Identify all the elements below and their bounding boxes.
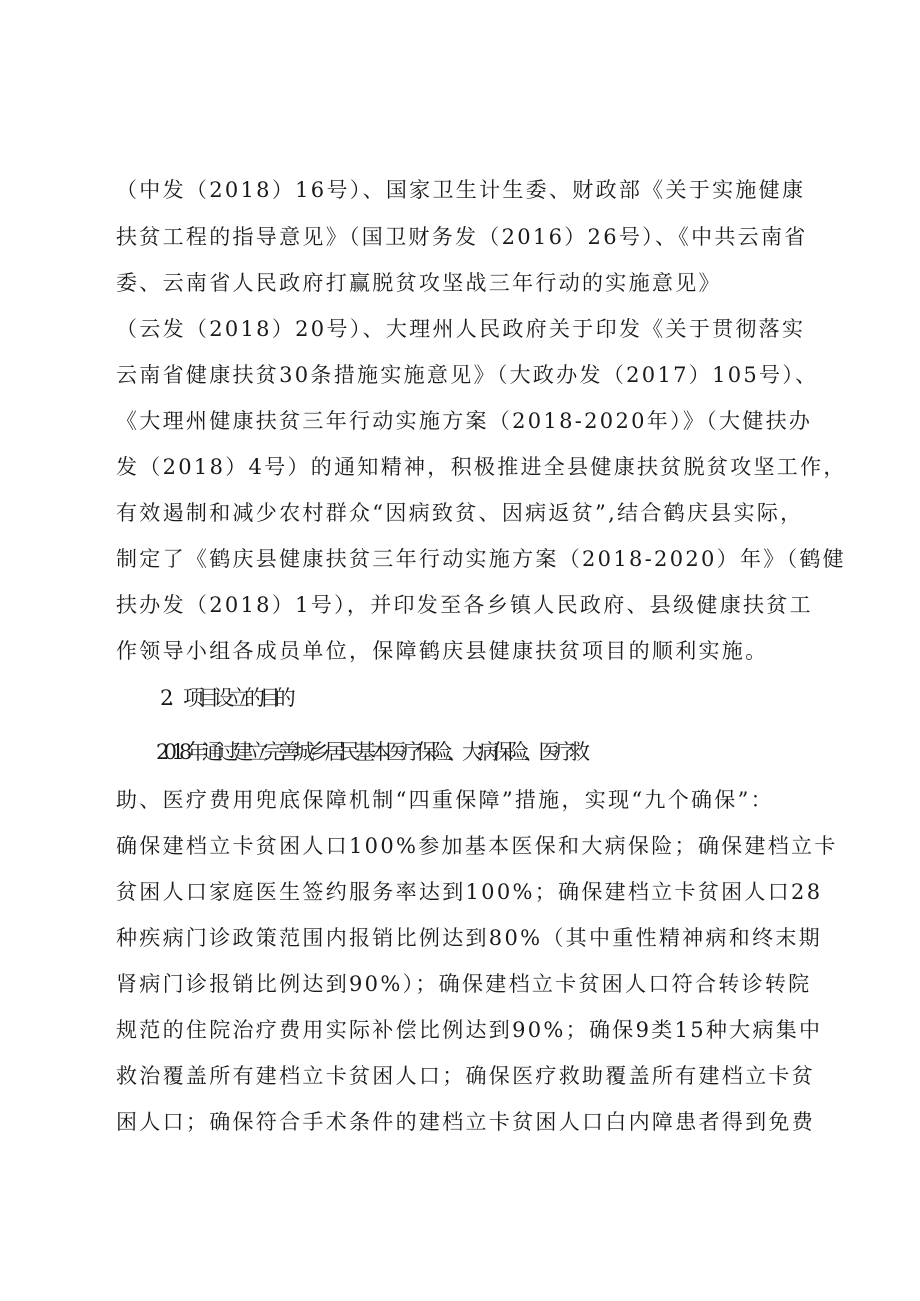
paragraph-line: 有效遏制和减少农村群众“因病致贫、因病返贫”,结合鹤庆县实际， — [116, 501, 804, 525]
paragraph-line: 贫困人口家庭医生签约服务率达到100%；确保建档立卡贫困人口28 — [116, 880, 823, 904]
paragraph-line: （中发（2018）16号）、国家卫生计生委、财政部《关于实施健康 — [116, 178, 806, 202]
paragraph-line: 委、云南省人民政府打赢脱贫攻坚战三年行动的实施意见》 — [116, 271, 722, 295]
paragraph-line: 确保建档立卡贫困人口100%参加基本医保和大病保险；确保建档立卡 — [116, 834, 838, 858]
paragraph-line: 云南省健康扶贫30条措施实施意见》（大政办发（2017）105号）、 — [116, 363, 819, 387]
paragraph-line: 《大理州健康扶贫三年行动实施方案（2018-2020年）》（大健扶办 — [116, 409, 813, 433]
paragraph-line: 救治覆盖所有建档立卡贫困人口；确保医疗救助覆盖所有建档立卡贫 — [116, 1064, 815, 1088]
paragraph-line: 困人口；确保符合手术条件的建档立卡贫困人口白内障患者得到免费 — [116, 1110, 815, 1134]
paragraph-line: 制定了《鹤庆县健康扶贫三年行动实施方案（2018-2020）年》（鹤健 — [116, 547, 846, 571]
paragraph-line: 扶办发（2018）1号），并印发至各乡镇人民政府、县级健康扶贫工 — [116, 593, 813, 617]
paragraph-line: （云发（2018）20号）、大理州人民政府关于印发《关于贯彻落实 — [116, 317, 806, 341]
section-heading: 2．项目设立的目的 — [160, 686, 291, 710]
paragraph-line: 发（2018）4号）的通知精神，积极推进全县健康扶贫脱贫攻坚工作， — [116, 455, 847, 479]
paragraph-line: 规范的住院治疗费用实际补偿比例达到90%；确保9类15种大病集中 — [116, 1018, 823, 1042]
paragraph-line: 扶贫工程的指导意见》（国卫财务发（2016）26号）、《中共云南省 — [116, 225, 808, 249]
paragraph-line: 种疾病门诊政策范围内报销比例达到80%（其中重性精神病和终末期 — [116, 926, 822, 950]
paragraph-line: 作领导小组各成员单位，保障鹤庆县健康扶贫项目的顺利实施。 — [116, 639, 769, 663]
paragraph-line: 肾病门诊报销比例达到90%）；确保建档立卡贫困人口符合转诊转院 — [116, 972, 812, 996]
paragraph-line: 助、医疗费用兜底保障机制“四重保障”措施，实现“九个确保”： — [116, 788, 774, 812]
paragraph-line: 2018年通过建立完善城乡居民基本医疗保险、大病保险、医疗救 — [156, 740, 585, 764]
